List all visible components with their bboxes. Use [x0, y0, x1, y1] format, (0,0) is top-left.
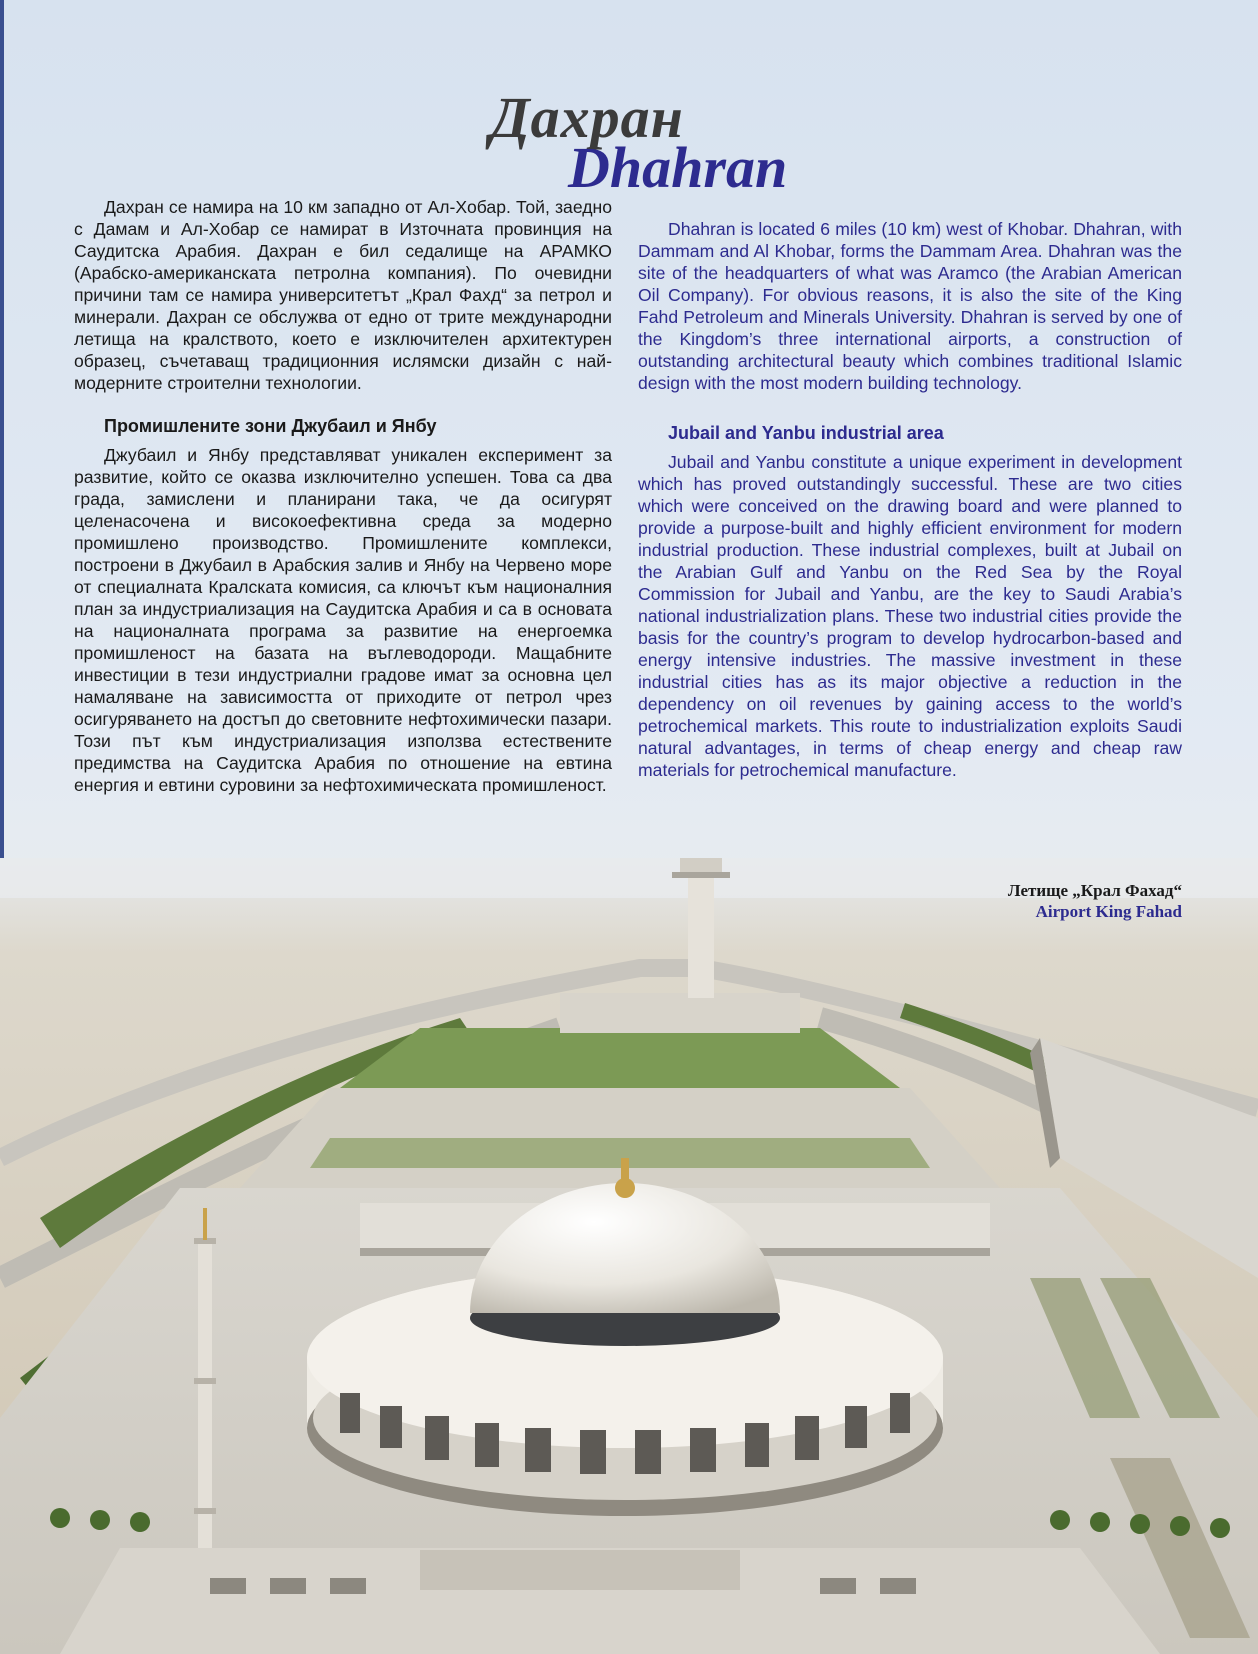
english-column — [638, 218, 1182, 781]
en-body-paragraph: Jubail and Yanbu constitute a unique experiment in development which has proved outstandingly successful. These are two cities which were conceived on the drawing board and were planned to provide a purpose-built and highly efficient environment for modern industrial production. These industrial complexes, built at Jubail on the Arabian Gulf and Yanbu on the Red Sea by the Royal Commission for Jubail and Yanbu, are the key to Saudi Arabia’s national industrialization plans. These two industrial cities provide the basis for the country’s program to develop hydrocarbon-based and energy intensive industries. The massive investment in these industrial cities has as its major objective a reduction in the dependency on oil revenues by gaining access to the world’s petrochemical markets. This route to industrialization exploits Saudi natural advantages, in terms of cheap energy and cheap raw materials for petrochemical manufacture. — [638, 452, 1182, 780]
en-section-heading: Jubail and Yanbu industrial area — [668, 423, 944, 443]
bg-intro-paragraph: Дахран се намира на 10 км западно от Ал-Хобар. Той, заедно с Дамам и Ал-Хобар се намират в Източната провинция на Саудитска Арабия. Дахран е бил седалище на АРАМКО (Арабско-американската петролна компания). По очевидни причини там се намира университетът „Крал Фахд“ за петрол и минерали. Дахран се обслужва от едно от трите международни летища на кралството, което е изключителен архитектурен образец, съчетаващ традиционния ислямски дизайн с най-модерните строителни технологии. — [74, 197, 612, 393]
bg-body-paragraph: Джубаил и Янбу представляват уникален експеримент за развитие, който се оказва изключително успешен. Това са два града, замислени и планирани така, че да осигурят целенасочена и високоефективна среда за модерно промишлено производство. Промишлените комплекси, построени в Джубаил в Арабския залив и Янбу на Червено море от специалната Кралската комисия, са ключът към националния план за индустриализация на Саудитска Арабия и са в основата на националната програма за развитие на енергоемка промишленост на базата на въглеводороди. Мащабните инвестиции в тези индустриални градове имат за основна цел намаляване на зависимостта от приходите от петрол чрез осигуряването на достъп до световните нефтохимически пазари. Този път към индустриализация използва естествените предимства на Саудитска Арабия по отношение на евтина енергия и евтини суровини за нефтохимическата промишленост. — [74, 445, 612, 795]
caption-english: Airport King Fahad — [1035, 902, 1182, 921]
en-intro-paragraph: Dhahran is located 6 miles (10 km) west of Khobar. Dhahran, with Dammam and Al Khobar, forms the Dammam Area. Dhahran was the site of the headquarters of what was Aramco (the Arabian American Oil Company). For obvious reasons, it is also the site of the King Fahd Petroleum and Minerals University. Dhahran is served by one of the Kingdom’s three international airports, a construction of outstanding architectural beauty which combines traditional Islamic design with the most modern building technology. — [638, 219, 1182, 393]
title-bulgarian: Дахран — [490, 85, 684, 150]
caption-bulgarian: Летище „Крал Фахад“ — [1007, 881, 1182, 900]
photo-caption — [1008, 880, 1182, 922]
bg-section-heading: Промишлените зони Джубаил и Янбу — [104, 416, 437, 436]
title-english: Dhahran — [568, 135, 788, 200]
bulgarian-column — [74, 196, 612, 796]
airport-aerial-photo — [0, 858, 1258, 1654]
